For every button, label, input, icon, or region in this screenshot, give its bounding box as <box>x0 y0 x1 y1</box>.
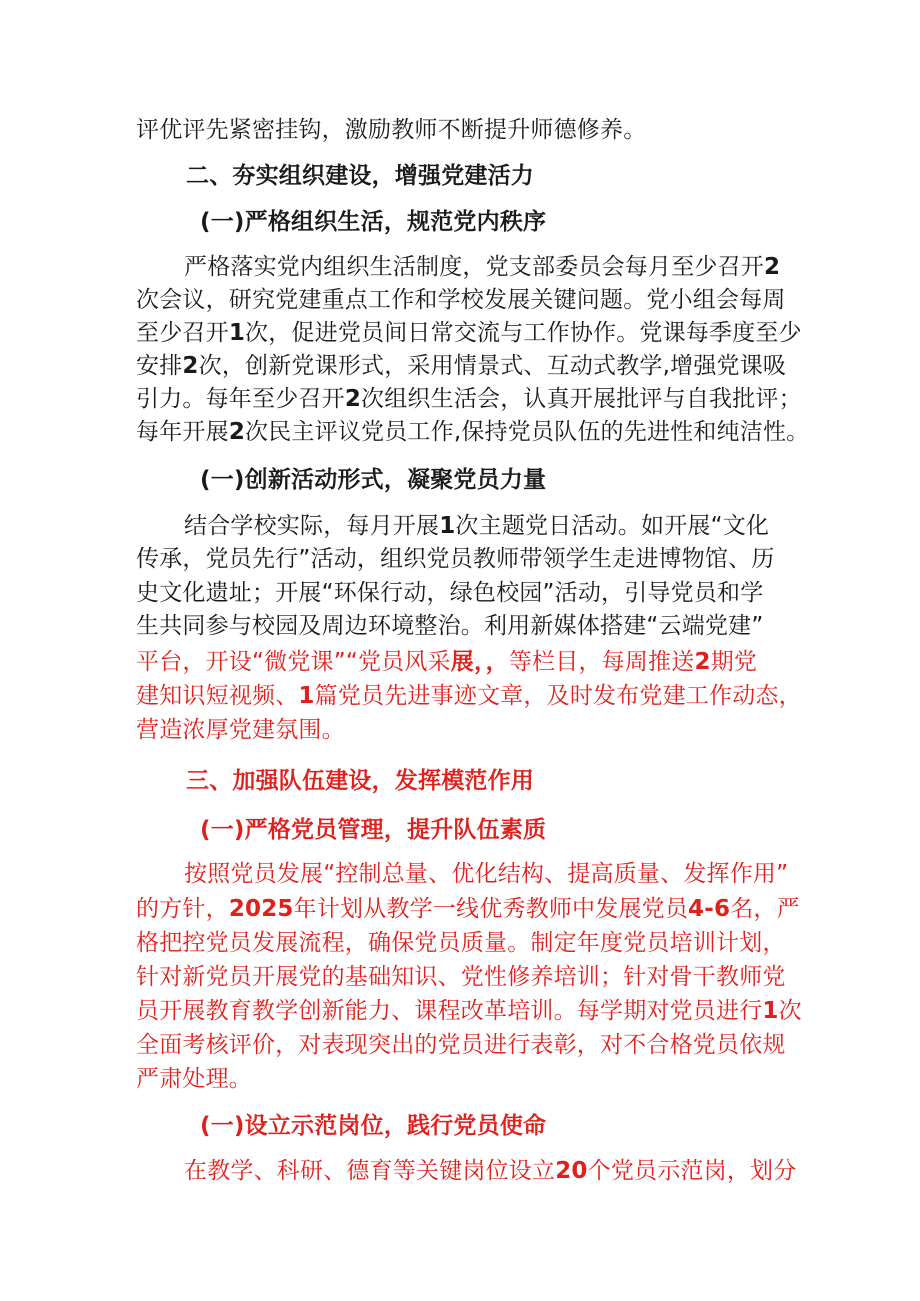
paragraph-line: 安排2次，创新党课形式，采用情景式、互动式教学,增强党课吸 <box>136 353 787 379</box>
paragraph-line-highlighted: 格把控党员发展流程，确保党员质量。制定年度党员培训计划， <box>136 930 786 956</box>
paragraph-line: 每年开展2次民主评议党员工作,保持党员队伍的先进性和纯洁性。 <box>136 419 810 445</box>
paragraph-line-highlighted: 建知识短视频、1篇党员先进事迹文章，及时发布党建工作动态， <box>136 683 802 709</box>
subsection-heading-3-1: (一)严格党员管理，提升队伍素质 <box>200 817 547 843</box>
paragraph-line-highlighted: 按照党员发展“控制总量、优化结构、提高质量、发挥作用” <box>184 861 789 887</box>
subsection-heading-3-2: (一)设立示范岗位，践行党员使命 <box>200 1113 547 1139</box>
paragraph-line: 引力。每年至少召开2次组织生活会，认真开展批评与自我批评； <box>136 386 802 412</box>
paragraph-line-highlighted: 在教学、科研、德育等关键岗位设立20个党员示范岗，划分 <box>184 1158 797 1184</box>
paragraph-line: 生共同参与校园及周边环境整治。利用新媒体搭建“云端党建” <box>136 613 764 639</box>
subsection-heading-2-1: (一)严格组织生活，规范党内秩序 <box>200 209 547 235</box>
paragraph-line-highlighted: 严肃处理。 <box>136 1066 252 1092</box>
paragraph-line: 次会议，研究党建重点工作和学校发展关键问题。党小组会每周 <box>136 287 786 313</box>
paragraph-line-highlighted: 的方针，2025年计划从教学一线优秀教师中发展党员4-6名，严 <box>136 896 800 922</box>
paragraph-line: 评优评先紧密挂钩，激励教师不断提升师德修养。 <box>136 117 647 143</box>
paragraph-line: 传承，党员先行”活动，组织党员教师带领学生走进博物馆、历 <box>136 546 775 572</box>
paragraph-line-highlighted: 营造浓厚党建氛围。 <box>136 717 345 743</box>
paragraph-line-highlighted: 针对新党员开展党的基础知识、党性修养培训；针对骨干教师党 <box>136 964 786 990</box>
section-heading-3: 三、加强队伍建设，发挥模范作用 <box>186 768 534 794</box>
paragraph-line: 至少召开1次，促进党员间日常交流与工作协作。党课每季度至少 <box>136 320 802 346</box>
paragraph-line: 结合学校实际，每月开展1次主题党日活动。如开展“文化 <box>184 513 770 539</box>
section-heading-2: 二、夯实组织建设，增强党建活力 <box>186 163 534 189</box>
subsection-heading-2-2: (一)创新活动形式，凝聚党员力量 <box>200 467 547 493</box>
paragraph-line-highlighted: 员开展教育教学创新能力、课程改革培训。每学期对党员进行1次 <box>136 998 802 1024</box>
paragraph-line-highlighted: 全面考核评价，对表现突出的党员进行表彰，对不合格党员依规 <box>136 1032 786 1058</box>
paragraph-line: 史文化遗址；开展“环保行动，绿色校园”活动，引导党员和学 <box>136 580 764 606</box>
paragraph-line: 严格落实党内组织生活制度，党支部委员会每月至少召开2 <box>184 254 781 280</box>
paragraph-line-highlighted: 平台，开设“微党课”“党员风采展，，等栏目，每周推送2期党 <box>136 649 758 675</box>
